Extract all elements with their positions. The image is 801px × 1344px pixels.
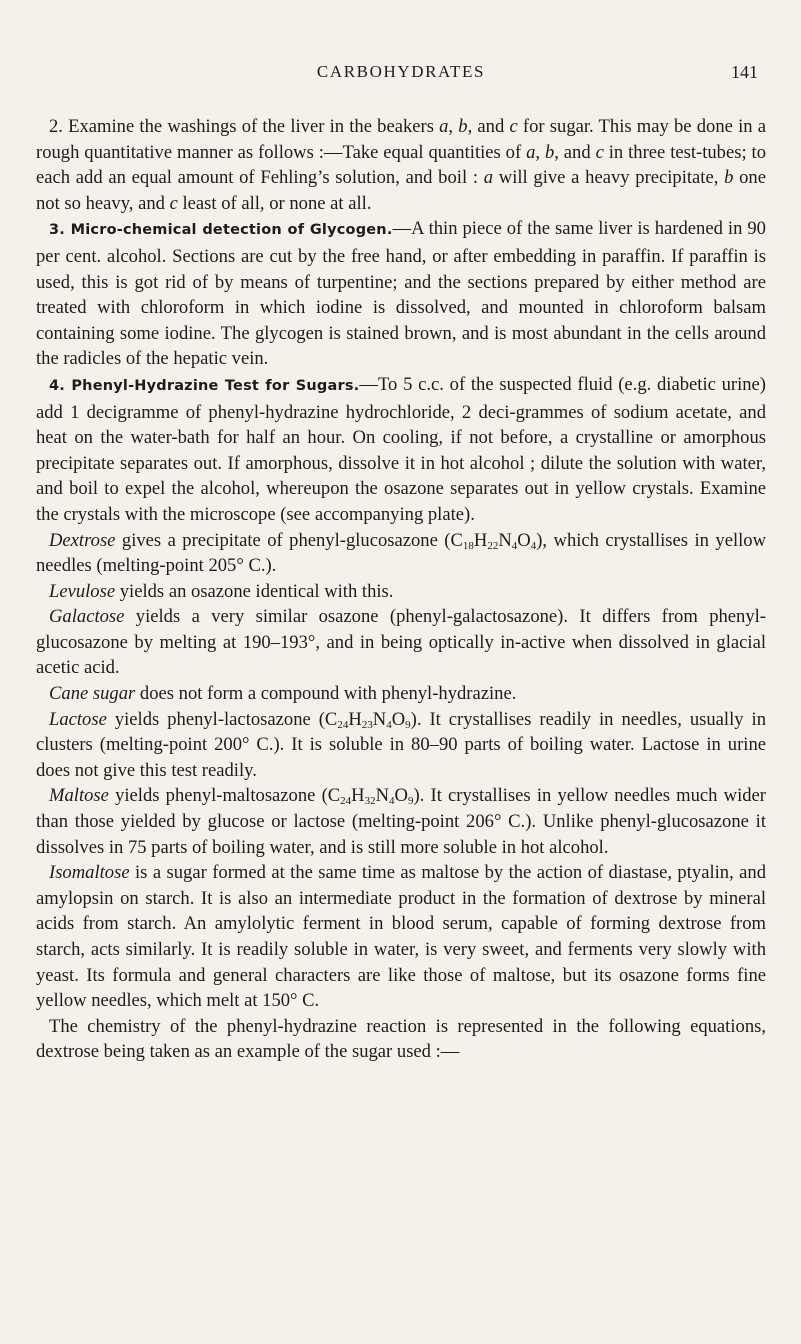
page-number: 141 xyxy=(731,62,758,82)
sugar-name-maltose: Maltose xyxy=(49,785,109,807)
paragraph-lactose: Lactose yields phenyl-lactosazone $(C_{24}H_{23}N_4O_9)$. It crystallises readily in needles, usually in clusters (melting-point 200° C.). It is soluble in 80–90 parts of boiling water. Lactose in urine does not give this test readily. xyxy=(36,708,766,781)
paragraph-closing: The chemistry of the phenyl-hydrazine reaction is represented in the following equations, dextrose being taken as an example of the sugar used :— xyxy=(36,1015,766,1063)
sugar-name-cane-sugar: Cane sugar xyxy=(49,683,136,705)
book-page xyxy=(36,62,766,1065)
body-text xyxy=(36,114,766,1065)
section-heading-phenyl-hydrazine: 4. Phenyl-Hydrazine Test for Sugars. xyxy=(49,377,360,394)
sugar-name-dextrose: Dextrose xyxy=(49,529,116,551)
page-header xyxy=(36,62,766,96)
paragraph-cane-sugar: Cane sugar does not form a compound with phenyl-hydrazine. xyxy=(49,683,517,705)
paragraph-isomaltose: Isomaltose is a sugar formed at the same time as maltose by the action of diastase, ptyalin, and amylopsin on starch. It is also an intermediate product in the formation of dextrose by mineral acids from starch. An amylolytic ferment in blood serum, capable of forming dextrose from starch, acts similarly. It is readily soluble in water, is very sweet, and ferments very slowly with yeast. Its formula and general characters are like those of maltose, but its osazone forms fine yellow needles, which melt at 150° C. xyxy=(36,862,766,1012)
sugar-name-galactose: Galactose xyxy=(49,606,125,628)
sugar-name-levulose: Levulose xyxy=(49,580,116,602)
paragraph-galactose: Galactose yields a very similar osazone (phenyl-galactosazone). It differs from phenyl-glucosazone by melting at 190–193°, and in being optically in-active when dissolved in glacial acetic acid. xyxy=(36,606,766,679)
running-title: CARBOHYDRATES xyxy=(316,62,486,81)
sugar-name-lactose: Lactose xyxy=(49,708,107,730)
paragraph-phenyl-hydrazine-test: 4. Phenyl-Hydrazine Test for Sugars.—To 5 c.c. of the suspected fluid (e.g. diabetic urine) add 1 decigramme of phenyl-hydrazine hydrochloride, 2 deci-grammes of sodium acetate, and heat on the water-bath for half an hour. On cooling, if not before, a crystalline or amorphous precipitate separates out. If amorphous, dissolve it in hot alcohol ; dilute the solution with water, and boil to expel the alcohol, whereupon the osazone separates out in yellow crystals. Examine the crystals with the microscope (see accompanying plate). xyxy=(36,373,767,525)
sugar-name-isomaltose: Isomaltose xyxy=(49,862,130,884)
section-heading-glycogen: 3. Micro-chemical detection of Glycogen. xyxy=(49,222,393,239)
paragraph-glycogen-detection: 3. Micro-chemical detection of Glycogen.—A thin piece of the same liver is hardened in 90 per cent. alcohol. Sections are cut by the free hand, or after embedding in paraffin. If paraffin is used, this is got rid of by means of turpentine; and the sections prepared by either method are treated with chloroform in which iodine is dissolved, and mounted in chloroform balsam containing some iodine. The glycogen is stained brown, and is most abundant in the cells around the radicles of the hepatic vein. xyxy=(36,218,766,370)
paragraph-maltose: Maltose yields phenyl-maltosazone $(C_{24}H_{32}N_4O_9)$. It crystallises in yellow needles much wider than those yielded by glucose or lactose (melting-point 206° C.). Unlike phenyl-glucosazone it dissolves in 75 parts of boiling water, and is still more soluble in hot alcohol. xyxy=(36,785,766,858)
paragraph-levulose: Levulose yields an osazone identical with this. xyxy=(49,580,394,602)
paragraph-dextrose: Dextrose gives a precipitate of phenyl-glucosazone $(C_{18}H_{22}N_4O_4)$, which crystallises in yellow needles (melting-point 205° C.). xyxy=(36,529,766,577)
paragraph-liver-washings: 2. Examine the washings of the liver in the beakers a, b, and c for sugar. This may be done in a rough quantitative manner as follows :—Take equal quantities of a, b, and c in three test-tubes; to each add an equal amount of Fehling’s solution, and boil : a will give a heavy precipitate, b one not so heavy, and c least of all, or none at all. xyxy=(36,116,766,214)
